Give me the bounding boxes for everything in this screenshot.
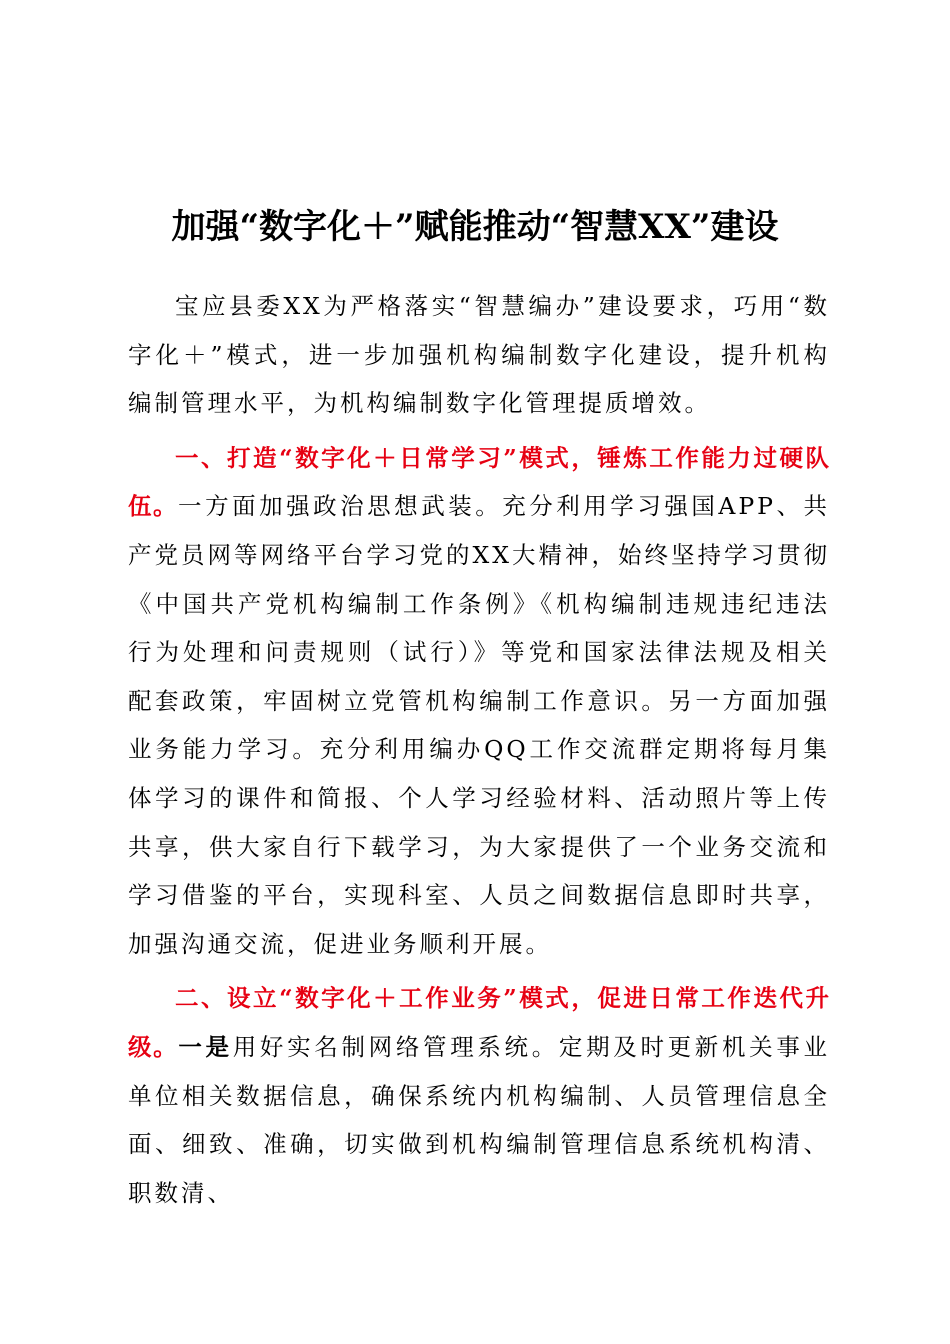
- document-body: [128, 282, 830, 1217]
- section-1-heading: 一、打造“数字化＋日常学习”模式，锤炼工作能力过硬队伍。: [128, 443, 830, 521]
- section-2-paragraph: [128, 974, 830, 1217]
- document-title: 加强“数字化＋”赋能推动“智慧XX”建设: [171, 207, 779, 247]
- section-1-text: 一方面加强政治思想武装。充分利用学习强国APP、共产党员网等网络平台学习党的XX大精神，始终坚持学习贯彻《中国共产党机构编制工作条例》《机构编制违规违纪违法行为处理和问责规则（试行）》等党和国家法律法规及相关配套政策，牢固树立党管机构编制工作意识。另一方面加强业务能力学习。充分利用编办QQ工作交流群定期将每月集体学习的课件和简报、个人学习经验材料、活动照片等上传共享，供大家自行下载学习，为大家提供了一个业务交流和学习借鉴的平台，实现科室、人员之间数据信息即时共享，加强沟通交流，促进业务顺利开展。: [128, 492, 830, 958]
- intro-paragraph: 宝应县委XX为严格落实“智慧编办”建设要求，巧用“数字化＋”模式，进一步加强机构编制数字化建设，提升机构编制管理水平，为机构编制数字化管理提质增效。: [128, 292, 830, 418]
- section-1-paragraph: [128, 434, 830, 969]
- section-2-heading: 二、设立“数字化＋工作业务”模式，促进日常工作迭代升级。: [128, 984, 830, 1061]
- section-2-text: 用好实名制网络管理系统。定期及时更新机关事业单位相关数据信息，确保系统内机构编制、人员管理信息全面、细致、准确，切实做到机构编制管理信息系统机构清、职数清、: [128, 1032, 831, 1207]
- section-2-lead: 一是: [178, 1032, 233, 1061]
